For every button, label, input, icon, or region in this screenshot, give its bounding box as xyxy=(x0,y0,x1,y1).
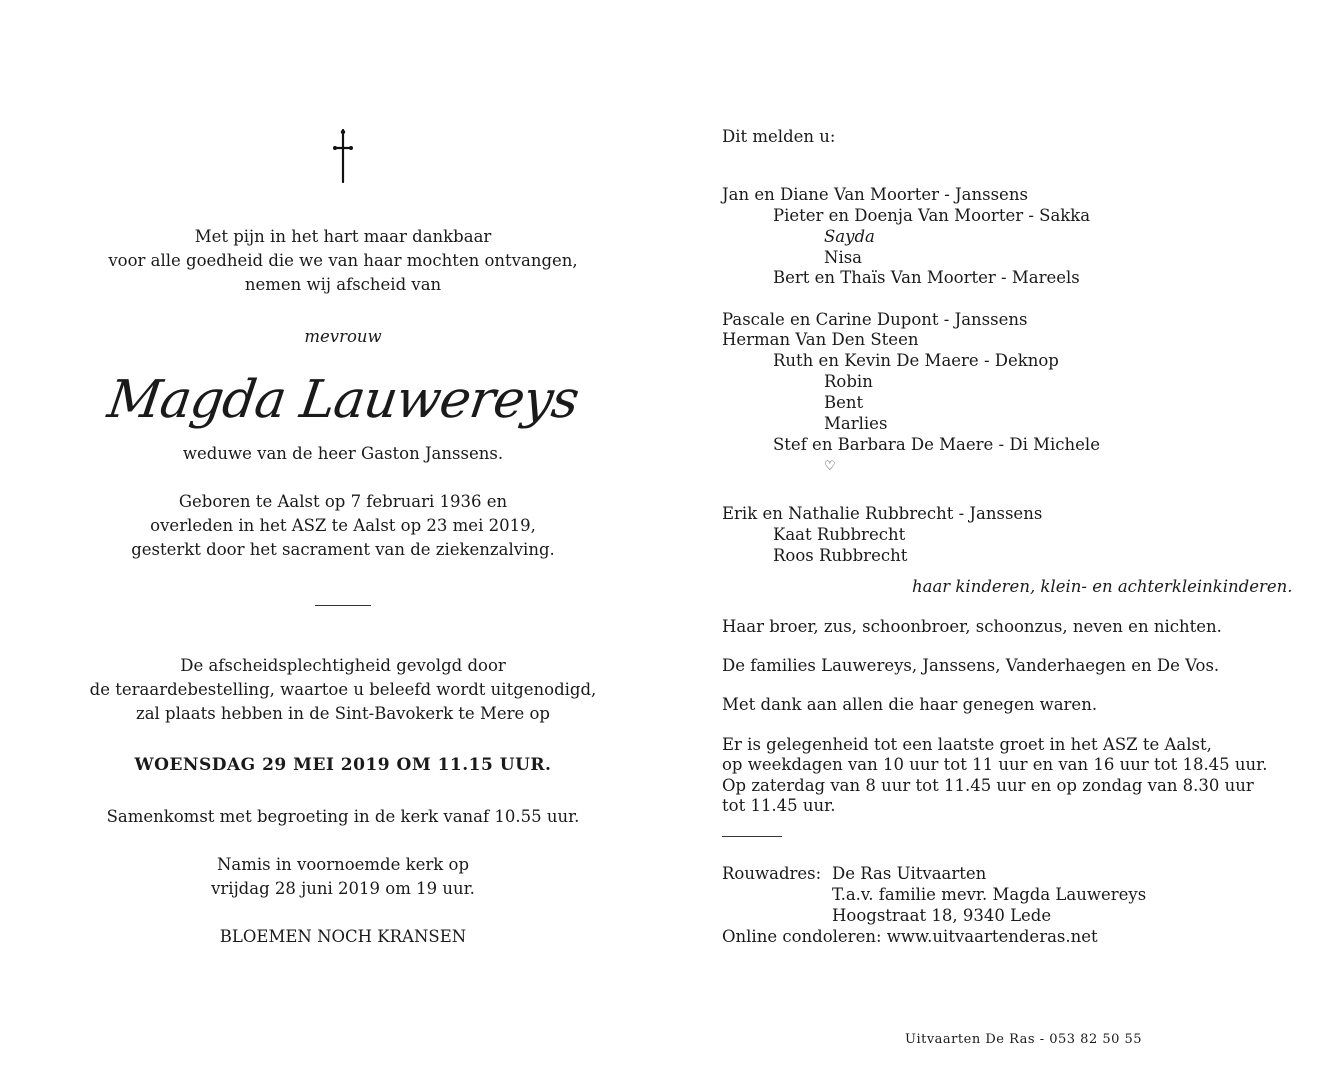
family-line: Robin xyxy=(824,372,873,391)
ceremony-line: de teraardebestelling, waartoe u beleefd wordt uitgenodigd, xyxy=(89,680,597,699)
family-line: Stef en Barbara De Maere - Di Michele xyxy=(773,435,1100,454)
address-label: Rouwadres: xyxy=(722,864,822,883)
family-line: Ruth en Kevin De Maere - Deknop xyxy=(773,351,1059,370)
family-line: Nisa xyxy=(824,248,863,267)
intro-line: Met pijn in het hart maar dankbaar xyxy=(194,227,492,246)
divider xyxy=(315,605,371,606)
family-line: Bent xyxy=(824,393,864,412)
divider xyxy=(722,836,782,837)
family-line: Bert en Thaïs Van Moorter - Mareels xyxy=(773,268,1080,287)
birth-line: Geboren te Aalst op 7 februari 1936 en xyxy=(178,492,508,511)
flowers-line: BLOEMEN NOCH KRANSEN xyxy=(219,927,467,946)
cross-icon xyxy=(331,128,355,184)
visit-line: op weekdagen van 10 uur tot 11 uur en van 16 uur tot 18.45 uur. xyxy=(722,755,1268,774)
ceremony-date: WOENSDAG 29 MEI 2019 OM 11.15 UUR. xyxy=(134,755,552,775)
visit-line: tot 11.45 uur. xyxy=(722,796,836,815)
header-line: Dit melden u: xyxy=(722,127,836,146)
right-page xyxy=(722,0,1322,1080)
family-line: Sayda xyxy=(824,227,875,246)
family-line: Erik en Nathalie Rubbrecht - Janssens xyxy=(722,504,1043,523)
family-line: Roos Rubbrecht xyxy=(773,546,908,565)
birth-line: gesterkt door het sacrament van de ziekenzalving. xyxy=(131,540,555,559)
family-line: Pascale en Carine Dupont - Janssens xyxy=(722,310,1028,329)
deceased-name: Magda Lauwereys xyxy=(104,370,582,430)
family-line: Herman Van Den Steen xyxy=(722,330,919,349)
ceremony-line: zal plaats hebben in de Sint-Bavokerk te Mere op xyxy=(136,704,550,723)
address-line: T.a.v. familie mevr. Magda Lauwereys xyxy=(832,885,1147,904)
children-note: haar kinderen, klein- en achterkleinkinderen. xyxy=(912,577,1293,596)
namis-line: Namis in voornoemde kerk op xyxy=(216,855,470,874)
ceremony-line: De afscheidsplechtigheid gevolgd door xyxy=(180,656,506,675)
visit-line: Op zaterdag van 8 uur tot 11.45 uur en op zondag van 8.30 uur xyxy=(722,776,1254,795)
namis-line: vrijdag 28 juni 2019 om 19 uur. xyxy=(211,879,475,898)
online-condolence-link[interactable]: Online condoleren: www.uitvaartenderas.net xyxy=(722,927,1098,946)
heart-icon: ♡ xyxy=(824,459,836,474)
intro-line: nemen wij afscheid van xyxy=(244,275,442,294)
visit-line: Er is gelegenheid tot een laatste groet in het ASZ te Aalst, xyxy=(722,735,1212,754)
families-line: De families Lauwereys, Janssens, Vanderhaegen en De Vos. xyxy=(722,656,1220,675)
family-line: Marlies xyxy=(824,414,888,433)
family-line: Pieter en Doenja Van Moorter - Sakka xyxy=(773,206,1091,225)
thanks-line: Met dank aan allen die haar genegen waren. xyxy=(722,695,1098,714)
title-mevrouw: mevrouw xyxy=(304,327,382,346)
family-line: Jan en Diane Van Moorter - Janssens xyxy=(722,185,1028,204)
meeting-line: Samenkomst met begroeting in de kerk vanaf 10.55 uur. xyxy=(106,807,580,826)
intro-line: voor alle goedheid die we van haar mochten ontvangen, xyxy=(108,251,578,270)
footer-contact: Uitvaarten De Ras - 053 82 50 55 xyxy=(905,1032,1143,1047)
address-line: Hoogstraat 18, 9340 Lede xyxy=(832,906,1052,925)
widow-line: weduwe van de heer Gaston Janssens. xyxy=(182,444,504,463)
family-line: Kaat Rubbrecht xyxy=(773,525,906,544)
siblings-line: Haar broer, zus, schoonbroer, schoonzus, neven en nichten. xyxy=(722,617,1222,636)
address-line: De Ras Uitvaarten xyxy=(832,864,987,883)
birth-line: overleden in het ASZ te Aalst op 23 mei 2019, xyxy=(150,516,536,535)
